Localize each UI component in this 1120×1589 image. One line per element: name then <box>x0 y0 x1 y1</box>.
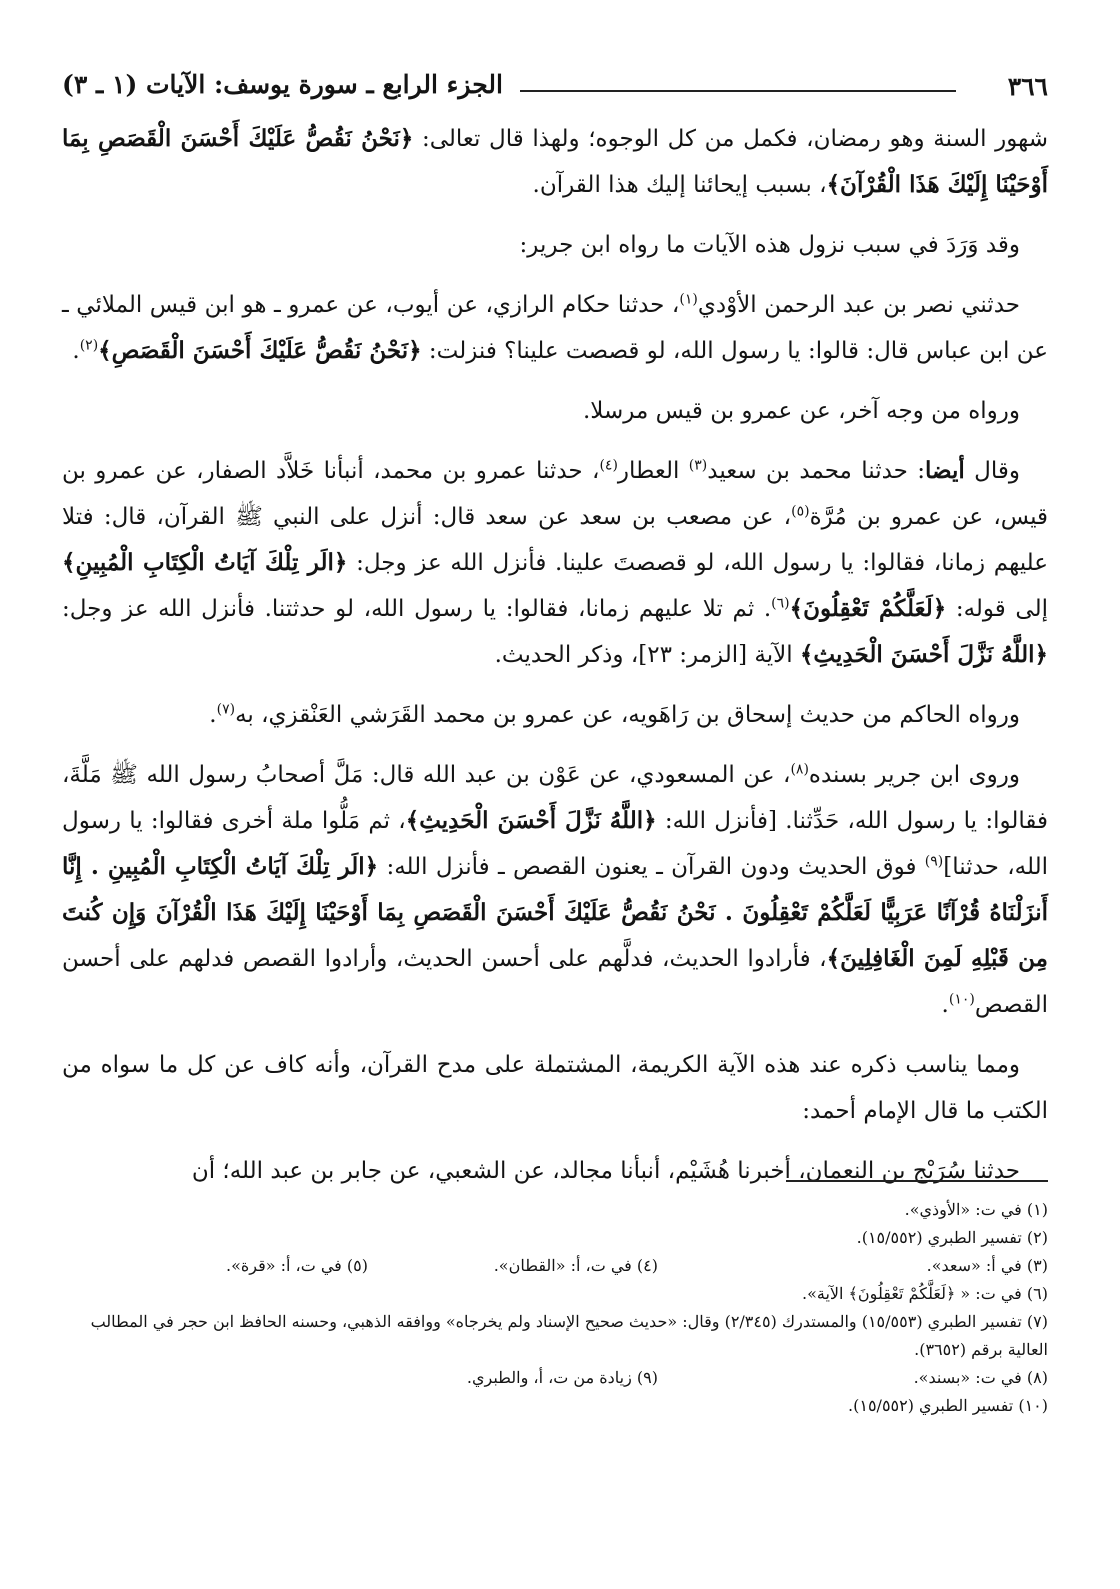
text-run: فوق الحديث ودون القرآن ـ يعنون القصص ـ فأنزل الله: <box>378 854 925 880</box>
footnote-4: (٤) في ت، أ: «القطان». <box>493 1256 658 1275</box>
text-run: إلى قوله: <box>946 596 1048 622</box>
main-text <box>62 116 1048 1194</box>
running-header <box>62 68 1048 108</box>
running-title: الجزء الرابع ـ سورة يوسف: الآيات (١ ـ ٣) <box>62 70 503 99</box>
text-run: حدثني نصر بن عبد الرحمن الأوْدي <box>697 292 1020 318</box>
text-run: . ثم تلا عليهم زمانا، فقالوا: يا رسول الله، لو حدثتنا. فأنزل الله عز وجل: <box>62 596 772 622</box>
footnote-reference: (١) <box>679 291 698 308</box>
footnote-reference: (١٠) <box>948 991 975 1008</box>
quran-verse: ﴿اللَّهُ نَزَّلَ أَحْسَنَ الْحَدِيثِ﴾ <box>799 641 1048 668</box>
text-run: وقال <box>964 458 1021 484</box>
footnote-7: (٧) تفسير الطبري (١٥/٥٥٣) والمستدرك (٢/٣٤٥) وقال: «حديث صحيح الإسناد ولم يخرجاه» ووافقه الذهبي، وحسنه الحافظ ابن حجر في المطالب العالية برقم (٣٦٥٢). <box>90 1312 1048 1359</box>
text-run: ، عن المسعودي، عن عَوْن بن عبد الله قال: مَلَّ أصحابُ رسول الله ﷺ مَلَّةَ، فقالوا: يا رسول الله، حَدِّثنا. [فأنزل الله: <box>62 762 1049 834</box>
paragraph <box>62 692 1048 738</box>
page <box>62 68 1048 1208</box>
quran-verse: ﴿الَر تِلْكَ آيَاتُ الْكِتَابِ الْمُبِينِ﴾ <box>62 549 348 576</box>
footnote-5: (٥) في ت، أ: «قرة». <box>226 1256 368 1275</box>
footnote-reference: (٨) <box>790 761 809 778</box>
text-run: شهور السنة وهو رمضان، فكمل من كل الوجوه؛ ولهذا قال تعالى: <box>413 126 1048 152</box>
text-run: وقد وَرَدَ في سبب نزول هذه الآيات ما رواه ابن جرير: <box>519 232 1020 258</box>
text-run: وروى ابن جرير بسنده <box>808 762 1020 788</box>
footnote-row-3-5 <box>62 1252 1048 1280</box>
footnote-rule <box>786 1180 1048 1182</box>
text-run: ، حدثنا حكام الرازي، عن أيوب، عن عمرو ـ هو ابن قيس الملائي ـ عن ابن عباس قال: قالوا: يا رسول الله، لو قصصت علينا؟ فنزلت: <box>62 292 1048 364</box>
footnote-reference: (٢) <box>79 337 99 354</box>
text-run: حدثنا سُرَيْج بن النعمان، أخبرنا هُشَيْم، أنبأنا مجالد، عن الشعبي، عن جابر بن عبد الله؛ أن <box>191 1158 1020 1184</box>
text-run: : حدثنا محمد بن سعيد <box>707 458 926 484</box>
footnote-reference: (٧) <box>216 701 236 718</box>
paragraph <box>62 116 1048 208</box>
footnotes-section <box>62 1180 1048 1420</box>
quran-verse: ﴿اللَّهُ نَزَّلَ أَحْسَنَ الْحَدِيثِ﴾ <box>405 807 657 834</box>
footnote-8: (٨) في ت: «بسند». <box>913 1368 1048 1387</box>
text-run: ومما يناسب ذكره عند هذه الآية الكريمة، المشتملة على مدح القرآن، وأنه كاف عن كل ما سواه من الكتب ما قال الإمام أحمد: <box>62 1052 1048 1124</box>
text-run: . <box>72 338 80 364</box>
text-run: ورواه الحاكم من حديث إسحاق بن رَاهَويه، عن عمرو بن محمد القَرَشي العَنْقزي، به <box>235 702 1020 728</box>
paragraph <box>62 752 1048 1028</box>
quran-verse: ﴿لَعَلَّكُمْ تَعْقِلُونَ﴾ <box>789 595 947 622</box>
text-run: . <box>209 702 217 728</box>
footnote-1: (١) في ت: «الأوذي». <box>904 1200 1048 1219</box>
paragraph <box>62 222 1048 268</box>
footnote-reference: (٥) <box>791 503 810 520</box>
text-run: ، بسبب إيحائنا إليك هذا القرآن. <box>532 172 827 198</box>
text-run: الآية [الزمر: ٢٣]، وذكر الحديث. <box>494 642 800 668</box>
text-run: ، فأرادوا الحديث، فدلَّهم على أحسن الحديث، وأرادوا القصص فدلهم على أحسن القصص <box>62 946 1048 1018</box>
text-run: ورواه من وجه آخر، عن عمرو بن قيس مرسلا. <box>583 398 1020 424</box>
paragraph <box>62 1042 1048 1134</box>
paragraph <box>62 448 1048 678</box>
quran-verse: ﴿الَر تِلْكَ آيَاتُ الْكِتَابِ الْمُبِينِ . إِنَّا أَنزَلْنَاهُ قُرْآنًا عَرَبِيًّا لَعَلَّكُمْ تَعْقِلُونَ . نَحْنُ نَقُصُّ عَلَيْكَ أَحْسَنَ الْقَصَصِ بِمَا أَوْحَيْنَا إِلَيْكَ هَذَا الْقُرْآنَ وَإِن كُنتَ مِن قَبْلِهِ لَمِنَ الْغَافِلِينَ﴾ <box>62 853 1048 972</box>
footnote-10: (١٠) تفسير الطبري (١٥/٥٥٢). <box>848 1396 1048 1415</box>
paragraph <box>62 388 1048 434</box>
footnote-reference: (٦) <box>771 595 790 612</box>
footnote-3: (٣) في أ: «سعد». <box>926 1256 1048 1275</box>
footnote-reference: (٩) <box>924 853 944 870</box>
header-rule <box>520 90 956 92</box>
footnote-9: (٩) زيادة من ت، أ، والطبري. <box>466 1368 658 1387</box>
footnote-reference: (٣) <box>688 457 708 474</box>
footnote-reference: (٤) <box>599 457 618 474</box>
footnote-row-8-9 <box>62 1364 1048 1392</box>
footnote-6: (٦) في ت: « ﴿لَعَلَّكُمْ تَعْقِلُونَ﴾ الآية». <box>801 1284 1048 1303</box>
text-run: ، حدثنا عمرو بن محمد، أنبأنا خَلاَّد الصفار، عن عمرو بن قيس، عن عمرو بن مُرَّة <box>62 458 1049 530</box>
text-run: العطار <box>617 458 689 484</box>
page-number: ٣٦٦ <box>1007 72 1048 101</box>
text-run: . <box>941 992 949 1018</box>
paragraph <box>62 282 1048 374</box>
quran-verse: ﴿نَحْنُ نَقُصُّ عَلَيْكَ أَحْسَنَ الْقَصَصِ﴾ <box>98 337 422 364</box>
quran-verse: ﴿نَحْنُ نَقُصُّ عَلَيْكَ أَحْسَنَ الْقَصَصِ بِمَا أَوْحَيْنَا إِلَيْكَ هَذَا الْقُرْآنَ﴾ <box>62 125 1048 198</box>
footnotes <box>62 1196 1048 1420</box>
footnote-2: (٢) تفسير الطبري (١٥/٥٥٢). <box>856 1228 1048 1247</box>
text-run: ، عن مصعب بن سعد عن سعد قال: أنزل على النبي ﷺ القرآن، قال: فتلا عليهم زمانا، فقالوا: يا رسول الله، لو قصصتَ علينا. فأنزل الله عز وجل: <box>62 504 1048 576</box>
quran-verse: أيضا <box>925 457 965 484</box>
text-run: ، ثم مَلُّوا ملة أخرى فقالوا: يا رسول الله، حدثنا] <box>62 808 1048 880</box>
